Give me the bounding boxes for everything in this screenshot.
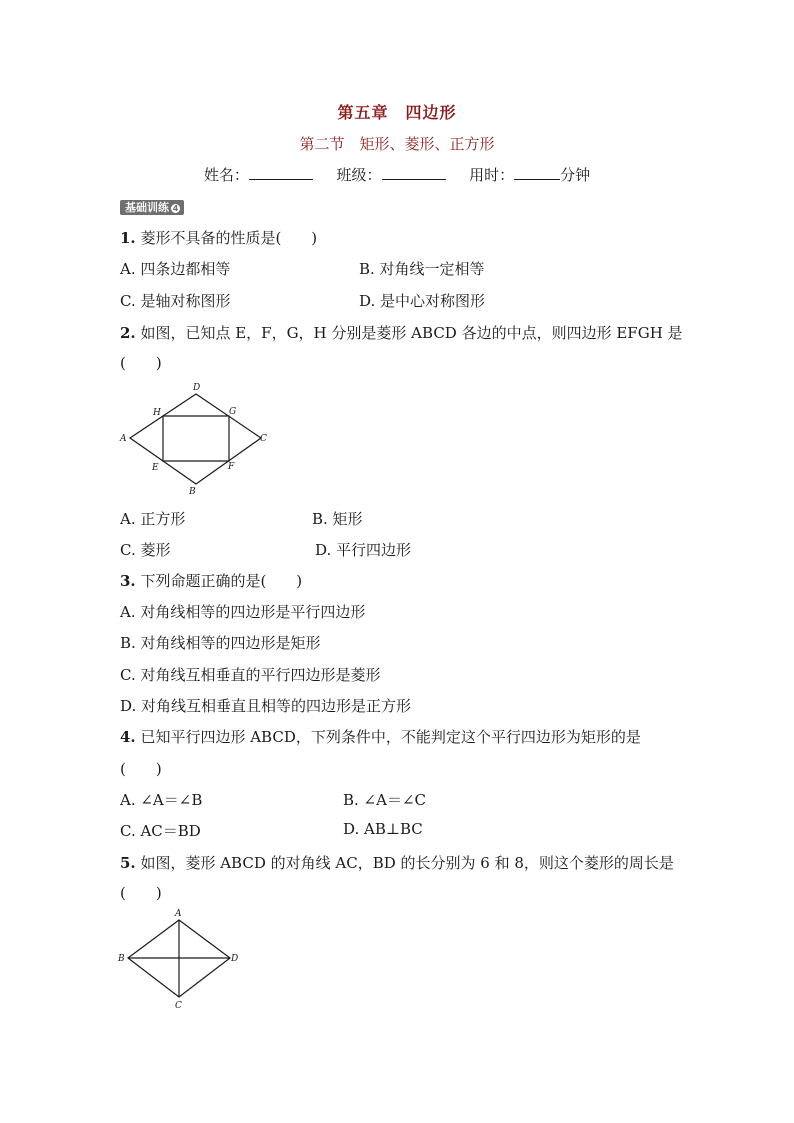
q2-option-c[interactable]: C. 菱形 bbox=[120, 541, 171, 559]
label-a: A bbox=[175, 909, 182, 919]
label-b: B bbox=[189, 487, 196, 497]
label-b: B bbox=[118, 954, 125, 964]
badge-label: 基础训练 bbox=[125, 201, 169, 214]
name-blank[interactable] bbox=[249, 165, 313, 180]
label-c: C bbox=[175, 1001, 182, 1011]
q4-option-c[interactable]: C. AC＝BD bbox=[120, 822, 201, 840]
section-title: 第二节 矩形、菱形、正方形 bbox=[299, 135, 495, 153]
question-number: 3. bbox=[120, 572, 136, 590]
question-5-stem bbox=[120, 852, 674, 873]
question-number: 5. bbox=[120, 854, 136, 872]
time-unit: 分钟 bbox=[560, 166, 591, 184]
q3-option-a[interactable]: A. 对角线相等的四边形是平行四边形 bbox=[120, 603, 366, 621]
time-blank[interactable] bbox=[514, 165, 560, 180]
label-e: E bbox=[152, 463, 159, 473]
q3-option-d[interactable]: D. 对角线互相垂直且相等的四边形是正方形 bbox=[120, 697, 412, 715]
q4-option-d[interactable]: D. AB⊥BC bbox=[343, 820, 423, 838]
q2-option-a[interactable]: A. 正方形 bbox=[120, 510, 186, 528]
rhombus-midpoint-figure bbox=[115, 378, 275, 500]
chapter-title: 第五章 四边形 bbox=[337, 103, 457, 122]
question-4-stem bbox=[120, 726, 641, 747]
badge-marker: 4 bbox=[172, 204, 179, 213]
question-text: 已知平行四边形 ABCD，下列条件中，不能判定这个平行四边形为矩形的是 bbox=[140, 728, 641, 746]
q1-option-d[interactable]: D. 是中心对称图形 bbox=[359, 292, 486, 310]
question-text: 菱形不具备的性质是( ) bbox=[140, 229, 318, 247]
label-a: A bbox=[120, 434, 127, 444]
class-blank[interactable] bbox=[382, 165, 446, 180]
q1-option-c[interactable]: C. 是轴对称图形 bbox=[120, 292, 231, 310]
label-d: D bbox=[231, 954, 239, 964]
question-number: 4. bbox=[120, 728, 136, 746]
time-label: 用时： bbox=[469, 166, 515, 184]
question-text: 如图，菱形 ABCD 的对角线 AC，BD 的长分别为 6 和 8，则这个菱形的周长是 bbox=[140, 854, 674, 872]
q2-option-d[interactable]: D. 平行四边形 bbox=[315, 541, 412, 559]
label-g: G bbox=[229, 407, 237, 417]
q2-option-b[interactable]: B. 矩形 bbox=[312, 510, 363, 528]
q3-option-b[interactable]: B. 对角线相等的四边形是矩形 bbox=[120, 634, 321, 652]
label-f: F bbox=[228, 462, 235, 472]
question-2-answer-paren[interactable]: ( ) bbox=[120, 354, 162, 372]
label-h: H bbox=[153, 408, 161, 418]
section-badge bbox=[120, 200, 184, 215]
question-3-stem bbox=[120, 570, 302, 591]
rhombus-diagonals-figure bbox=[115, 905, 245, 1013]
question-4-answer-paren[interactable]: ( ) bbox=[120, 760, 162, 778]
name-label: 姓名： bbox=[203, 166, 249, 184]
student-info-line bbox=[0, 164, 794, 185]
question-number: 1. bbox=[120, 229, 136, 247]
q4-option-b[interactable]: B. ∠A＝∠C bbox=[343, 791, 427, 809]
question-2-stem bbox=[120, 322, 683, 343]
q1-option-b[interactable]: B. 对角线一定相等 bbox=[359, 260, 485, 278]
question-number: 2. bbox=[120, 324, 136, 342]
label-c: C bbox=[260, 434, 267, 444]
rectangle-efgh bbox=[163, 416, 229, 461]
q4-option-a[interactable]: A. ∠A＝∠B bbox=[120, 791, 203, 809]
question-text: 如图，已知点 E，F，G，H 分别是菱形 ABCD 各边的中点，则四边形 EFGH 是 bbox=[140, 324, 683, 342]
question-text: 下列命题正确的是( ) bbox=[140, 572, 303, 590]
class-label: 班级： bbox=[336, 166, 382, 184]
label-d: D bbox=[193, 383, 201, 393]
q1-option-a[interactable]: A. 四条边都相等 bbox=[120, 260, 231, 278]
rhombus-abcd bbox=[130, 394, 261, 484]
q3-option-c[interactable]: C. 对角线互相垂直的平行四边形是菱形 bbox=[120, 666, 381, 684]
question-1-stem bbox=[120, 227, 317, 248]
question-5-answer-paren[interactable]: ( ) bbox=[120, 884, 162, 902]
